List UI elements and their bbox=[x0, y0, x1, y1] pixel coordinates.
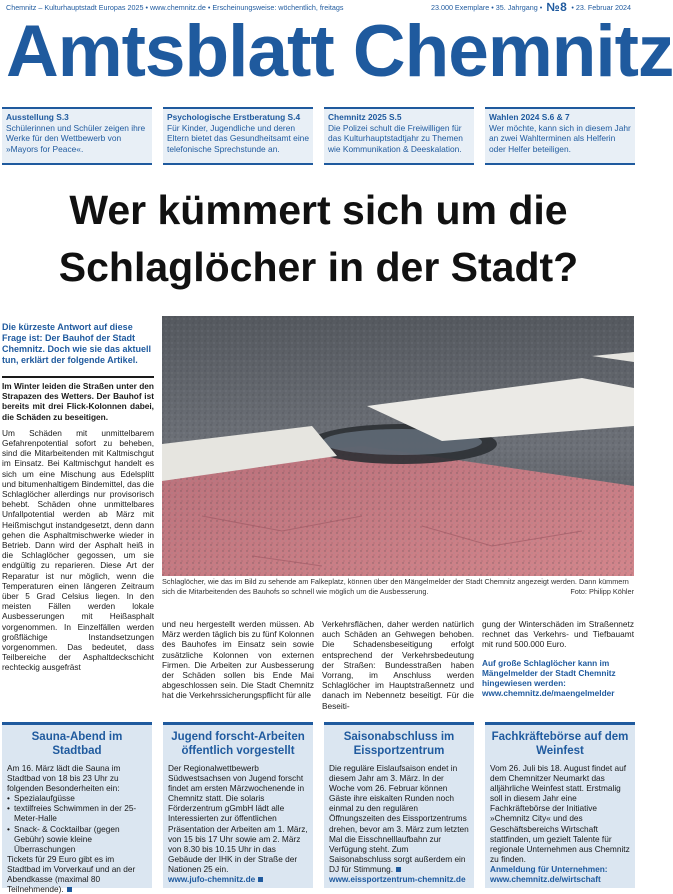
box-list bbox=[7, 793, 147, 854]
teaser-head: Wahlen 2024 S.6 & 7 bbox=[489, 112, 570, 122]
box-outro: Anmeldung für Unternehmen: bbox=[490, 863, 608, 874]
pothole-photo-image bbox=[162, 316, 634, 576]
maengelmelder-link[interactable]: www.chemnitz.de/maengelmelder bbox=[482, 688, 615, 699]
pothole-photo bbox=[162, 316, 634, 576]
box-intro: Vom 26. Juli bis 18. August findet auf dem Chemnitzer Neumarkt das alljährliche Weinfest statt. Erstmalig soll in diesem Jahr eine Fachkräftebörse der Initiative »Chemnitz City« und des Geschäftsbereichs Wirtschaft stattfinden, um gezielt Talente für regionale Unternehmen aus Chemnitz zu finden. bbox=[490, 763, 630, 864]
cta-text: Auf große Schlaglöcher kann im Mängelmelder der Stadt Chemnitz hingewiesen werden: bbox=[482, 657, 616, 689]
teaser-text: Die Polizei schult die Freiwilligen für das Kulturhauptstadtjahr zu Themen wie Kommunikation & Deeskalation. bbox=[328, 122, 463, 154]
list-item: • Snack- & Cocktailbar (gegen Gebühr) sowie kleine Überraschungen bbox=[7, 824, 147, 854]
article-lead: Im Winter leiden die Straßen unter den Strapazen des Wetters. Der Bauhof ist bereits mit drei Flick-Kolonnen dabei, die Schäden zu beseitigen. bbox=[2, 376, 154, 422]
article-column-3 bbox=[482, 619, 634, 711]
article-columns bbox=[162, 619, 634, 711]
end-mark-icon bbox=[396, 867, 401, 872]
teaser-text: Wer möchte, kann sich in diesem Jahr an zwei Wahlterminen als Helferin oder Helfer beteiligen. bbox=[489, 122, 631, 154]
teaser-wahlen[interactable] bbox=[485, 107, 635, 165]
box-outro-text: Tickets für 29 Euro gibt es im Stadtbad im Vorverkauf und an der Abendkasse (maximal 80 Teilnehmende). bbox=[7, 853, 136, 894]
box-title: Sauna-Abend im Stadtbad bbox=[31, 731, 123, 757]
teaser-head: Chemnitz 2025 S.5 bbox=[328, 112, 402, 122]
teaser-text: Schülerinnen und Schüler zeigen ihre Werke für den Wettbewerb von »Mayors for Peace«. bbox=[6, 122, 146, 154]
box-intro: Am 16. März lädt die Sauna im Stadtbad von 18 bis 23 Uhr zu folgenden Besonderheiten ein: bbox=[7, 763, 121, 794]
box-intro: Der Regionalwettbewerb Südwestsachsen von Jugend forscht findet am ersten Märzwochenende in Chemnitz statt. Die solaris Förderzentrum gGmbH lädt alle Interessierten zur öffentlichen Präsentation der Arbeiten am 1. März, von 15 bis 17 Uhr sowie am 2. März von 8.30 bis 10.15 Uhr in das Gebäude der IHK in der Straße der Nationen 25 ein. bbox=[168, 763, 308, 874]
teaser-erstberatung[interactable] bbox=[163, 107, 313, 165]
article-left-column bbox=[2, 322, 154, 673]
topbar-left: Chemnitz – Kulturhauptstadt Europas 2025 • www.chemnitz.de • Erscheinungsweise: wöchentlich, freitags bbox=[6, 2, 344, 12]
box-sauna bbox=[2, 722, 152, 894]
article-column-2 bbox=[322, 619, 474, 711]
teaser-row bbox=[2, 107, 635, 165]
box-title: Fachkräftebörse auf dem Weinfest bbox=[491, 731, 629, 757]
headline-line-1: Wer kümmert sich um die bbox=[69, 187, 568, 233]
teaser-head: Ausstellung S.3 bbox=[6, 112, 69, 122]
eissport-link[interactable]: www.eissportzentrum-chemnitz.de bbox=[329, 874, 466, 885]
article-body-1: Um Schäden mit unmittelbarem Gefahrenpotential sofort zu beheben, sind die Mitarbeitenden mit Kaltmischgut im Einsatz. Bei Kaltmischgut handelt es sich um eine Mischung aus Edelsplitt und bitumenhaltigem Bindemittel, das die Schlaglöcher allerdings nur provisorisch behebt. Schäden ohne unmittelbares Unfallpotential werden ab März mit Heißmischgut instandgesetzt, denn dann gehen die Asphaltmischwerke wieder in Betrieb. Dann wird der Asphalt heiß in die Schlaglöcher gegossen, um sie endgültig zu reparieren. Diese Art der Reparatur ist nur möglich, wenn die Temperaturen einen längeren Zeitraum über 5 Grad Celsius liegen. In den meisten Fällen werden lokale Ausbesserungen mit Heißasphalt vorgenommen. In Einzelfällen werden großflächige Instandsetzungen vorgenommen. Das bedeutet, dass Teilbereiche der Asphaltdeckschicht rechteckig ausgefräst bbox=[2, 427, 154, 673]
photo-credit: Foto: Philipp Köhler bbox=[570, 586, 634, 596]
list-item: • Spezialaufgüsse bbox=[7, 793, 147, 803]
jufo-link[interactable]: www.jufo-chemnitz.de bbox=[168, 874, 256, 885]
list-item: • textilfreies Schwimmen in der 25-Meter-Halle bbox=[7, 803, 147, 823]
column-text: Verkehrsflächen, daher werden natürlich auch Schäden an Gehwegen behoben. Die Schadensbeseitigung erfolgt entsprechend der Verkehrsbedeutung der Straßen: Bundesstraßen haben Vorrang, im Anschluss werden Schlaglöcher im Hauptstraßennetz und danach im Nebennetz beseitigt. Für die Beseiti- bbox=[322, 619, 474, 711]
article-column-1 bbox=[162, 619, 314, 711]
wirtschaft-link[interactable]: www.chemnitz.de/wirtschaft bbox=[490, 874, 601, 885]
article-intro: Die kürzeste Antwort auf diese Frage ist: Der Bauhof der Stadt Chemnitz. Doch wie sie das aktuell tun, erklärt der folgende Artikel. bbox=[2, 322, 152, 365]
box-title: Saisonabschluss im Eissportzentrum bbox=[343, 731, 455, 757]
info-boxes bbox=[2, 722, 635, 894]
box-outro bbox=[7, 854, 147, 894]
teaser-head: Psychologische Erstberatung S.4 bbox=[167, 112, 301, 122]
issue-number: №8 bbox=[546, 0, 568, 14]
maengelmelder-cta bbox=[482, 658, 634, 699]
caption-text: Schlaglöcher, wie das im Bild zu sehende am Falkeplatz, können über den Mängelmelder der Stadt Chemnitz angezeigt werden. Dann kümmern sich die Mitarbeitenden des Bauhofs so schnell wie möglich um die Ausbesserung. bbox=[162, 577, 629, 596]
box-jugend-forscht bbox=[163, 722, 313, 888]
box-eissport bbox=[324, 722, 474, 888]
box-fachkraefteboerse bbox=[485, 722, 635, 888]
circulation: 23.000 Exemplare • 35. Jahrgang • bbox=[430, 2, 543, 12]
column-text: und neu hergestellt werden müssen. Ab März werden täglich bis zu fünf Kolonnen des Bauhofes im Einsatz sein sowie zusätzliche Kolonnen von externen Firmen. Die Arbeiten zur Ausbesserung der Schäden sollen bis Ende Mai abgeschlossen sein. Die Stadt Chemnitz hat die Verkehrssicherungspflicht für alle bbox=[162, 619, 314, 701]
box-intro-text: Die reguläre Eislaufsaison endet in diesem Jahr am 3. März. In der Woche vom 26. Februar können Gäste ihre eiskalten Runden noch einmal zu den regulären Öffnungszeiten des Eissportzentrums drehen, bevor am 3. März zum letzten Mal die Eisschnelllaufbahn zur Verfügung steht. Zum Saisonabschluss sorgt außerdem ein DJ für Stimmung. bbox=[329, 763, 469, 874]
box-title: Jugend forscht-Arbeiten öffentlich vorgestellt bbox=[171, 731, 305, 757]
end-mark-icon bbox=[258, 877, 263, 882]
box-intro bbox=[329, 763, 469, 874]
masthead-title: Amtsblatt Chemnitz bbox=[6, 11, 673, 92]
teaser-chemnitz-2025[interactable] bbox=[324, 107, 474, 165]
issue-date: • 23. Februar 2024 bbox=[571, 2, 631, 12]
teaser-ausstellung[interactable] bbox=[2, 107, 152, 165]
column-text: gung der Winterschäden im Straßennetz rechnet das Verkehrs- und Tiefbauamt mit rund 500.000 Euro. bbox=[482, 619, 634, 650]
main-headline bbox=[0, 182, 637, 296]
photo-caption bbox=[162, 577, 634, 596]
masthead bbox=[6, 11, 673, 92]
end-mark-icon bbox=[67, 887, 72, 892]
teaser-text: Für Kinder, Jugendliche und deren Eltern bietet das Gesundheitsamt eine telefonische Sprechstunde an. bbox=[167, 122, 309, 154]
headline-line-2: Schlaglöcher in der Stadt? bbox=[58, 244, 579, 290]
